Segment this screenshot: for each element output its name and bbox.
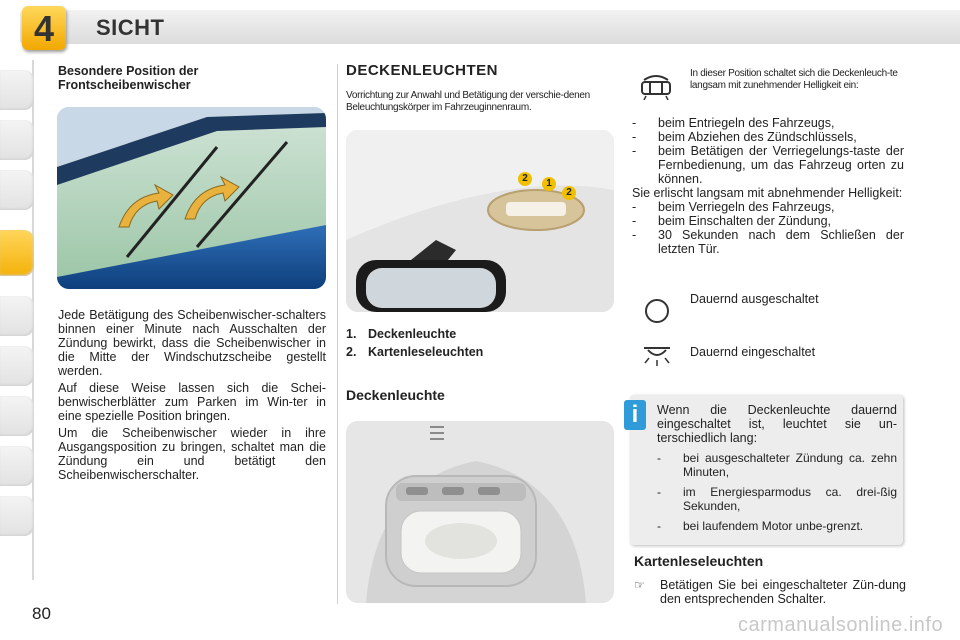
legend [346,327,483,359]
chapter-tab-7[interactable] [0,396,34,436]
list-item: - im Energiesparmodus ca. drei-ßig Sekunden, [657,485,897,513]
chapter-tab-4-active[interactable] [0,230,34,276]
list-item: - beim Betätigen der Verriegelungs-taste der Fernbedienung, um das Fahrzeug orten zu können. [632,144,904,186]
callout-2-right: 2 [562,186,576,200]
callout-2-left: 2 [518,172,532,186]
reading-lights-heading: Kartenleseleuchten [634,553,764,569]
wiper-paragraph-1: Jede Betätigung des Scheibenwischer-schalters binnen einer Minute nach Ausschalten der Zündung bewirkt, dass die Scheibenwischer in die Mitte der Windschutzscheibe gestellt werden. [58,308,326,378]
wiper-paragraph-2: Auf diese Weise lassen sich die Schei-benwischerblätter zum Parken im Win-ter in eine spezielle Position bringen. [58,381,326,423]
legend-item-1: 1. Deckenleuchte [346,327,457,341]
reading-lights-text: Betätigen Sie bei eingeschalteter Zün-dung den entsprechenden Schalter. [660,578,906,606]
page-number: 80 [32,604,51,623]
list-item: - beim Entriegeln des Fahrzeugs, [632,116,835,130]
page-header [0,0,960,56]
position-auto-icon [638,70,674,100]
list-item: - bei ausgeschalteter Zündung ca. zehn Minuten, [657,451,897,479]
legend-item-2: 2. Kartenleseleuchten [346,345,484,359]
state-off-label: Dauernd ausgeschaltet [690,292,819,306]
info-icon: i [624,400,646,430]
chapter-number: 4 [33,8,55,49]
ceiling-light-closeup-image [346,421,614,603]
chapter-badge [22,6,66,50]
ceiling-light-subheading: Deckenleuchte [346,387,445,403]
chapter-tab-3[interactable] [0,170,34,210]
info-text: Wenn die Deckenleuchte dauernd eingeschaltet ist, leuchtet sie un-terschiedlich lang: [657,403,897,445]
list-item: - 30 Sekunden nach dem Schließen der letzten Tür. [632,228,904,256]
reading-lights-instruction [634,578,906,606]
chapter-tab-5[interactable] [0,296,34,336]
chapter-tab-8[interactable] [0,446,34,486]
info-content [657,403,897,533]
chapter-tab-6[interactable] [0,346,34,386]
wiper-paragraph-3: Um die Scheibenwischer wieder in ihre Ausgangsposition zu bringen, schaltet man die Zündung ein und betätigt den Scheibenwischerschalter. [58,426,326,482]
list-item: - beim Verriegeln des Fahrzeugs, [632,200,835,214]
chapter-tab-9[interactable] [0,496,34,536]
column-divider [337,64,338,604]
off-circle-icon [644,298,670,324]
dim-off-text: Sie erlischt langsam mit abnehmender Helligkeit: [632,186,903,200]
state-on-label: Dauernd eingeschaltet [690,345,816,359]
watermark: carmanualsonline.info [738,614,944,636]
on-light-icon [640,344,674,368]
ceiling-lights-intro: Vorrichtung zur Anwahl und Betätigung der verschie-denen Beleuchtungskörper im Fahrzeuginnenraum. [346,90,590,113]
ceiling-console-image [346,130,614,312]
wiper-text [58,308,326,482]
chapter-tab-1[interactable] [0,70,34,110]
list-item: - beim Abziehen des Zündschlüssels, [632,130,857,144]
pointer-hand-icon: ☞ [634,578,645,592]
auto-position-note: In dieser Position schaltet sich die Deckenleuch-te langsam mit zunehmender Helligkeit ein: [690,68,898,91]
chapter-tab-2[interactable] [0,120,34,160]
ceiling-lights-title: DECKENLEUCHTEN [346,62,499,79]
callout-1: 1 [542,177,556,191]
chapter-tabs [0,60,42,580]
section-title: SICHT [96,15,165,40]
wiper-heading: Besondere Position der Frontscheibenwischer [58,64,199,92]
on-conditions [632,116,904,256]
windscreen-wiper-image [57,107,326,289]
list-item: - bei laufendem Motor unbe-grenzt. [657,519,864,533]
list-item: - beim Einschalten der Zündung, [632,214,832,228]
